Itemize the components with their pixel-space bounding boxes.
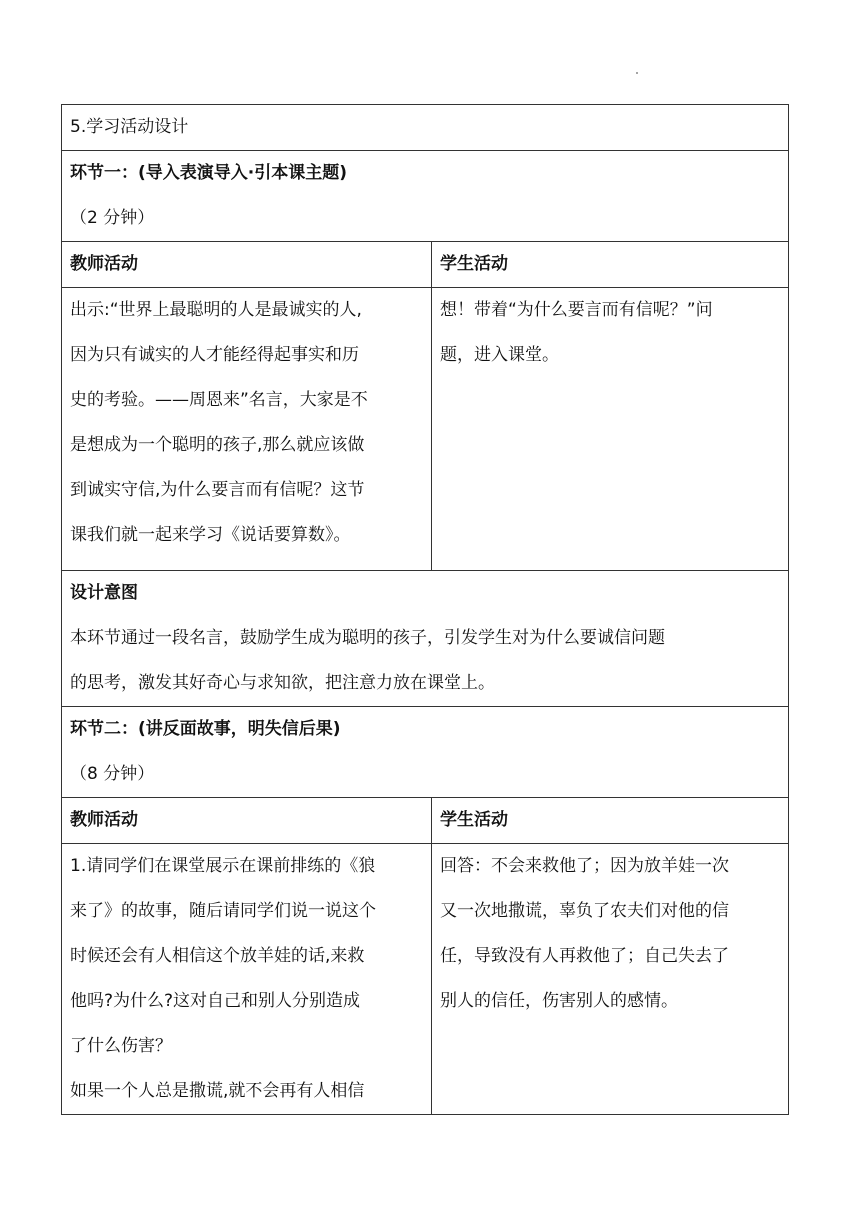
stray-dot <box>636 72 638 74</box>
text-line: 出示:“世界上最聪明的人是最诚实的人, <box>70 300 362 320</box>
text-line: 别人的信任，伤害别人的感情。 <box>440 991 678 1011</box>
text-line: 来了》的故事，随后请同学们说一说这个 <box>70 901 376 921</box>
section-title: 5.学习活动设计 <box>62 105 789 151</box>
stage1-duration: （2 分钟） <box>70 208 155 228</box>
text-line: 题，进入课堂。 <box>440 345 559 365</box>
text-line: 如果一个人总是撒谎,就不会再有人相信 <box>70 1081 365 1101</box>
text-line: 因为只有诚实的人才能经得起事实和历 <box>70 345 359 365</box>
stage1-title: 环节一：(导入表演导入·引本课主题) <box>70 163 347 183</box>
stage1-teacher-activity <box>62 288 432 571</box>
stage2-teacher-activity <box>62 844 432 1115</box>
design-intent <box>62 571 789 707</box>
stage2-teacher-header: 教师活动 <box>62 798 432 844</box>
text-line: 史的考验。——周恩来”名言，大家是不 <box>70 390 368 410</box>
text-line: 回答：不会来救他了；因为放羊娃一次 <box>440 856 729 876</box>
text-line: 是想成为一个聪明的孩子,那么就应该做 <box>70 435 365 455</box>
text-line: 了什么伤害？ <box>70 1036 172 1056</box>
text-line: 的思考，激发其好奇心与求知欲，把注意力放在课堂上。 <box>70 673 495 693</box>
stage1-teacher-header: 教师活动 <box>62 242 432 288</box>
text-line: 到诚实守信,为什么要言而有信呢？这节 <box>70 480 365 500</box>
stage2-student-activity <box>432 844 789 1115</box>
text-line: 课我们就一起来学习《说话要算数》。 <box>70 525 351 545</box>
text-line: 又一次地撒谎，辜负了农夫们对他的信 <box>440 901 729 921</box>
stage2-student-header: 学生活动 <box>432 798 789 844</box>
stage1-header <box>62 151 789 242</box>
text-line: 本环节通过一段名言，鼓励学生成为聪明的孩子，引发学生对为什么要诚信问题 <box>70 628 665 648</box>
stage2-duration: （8 分钟） <box>70 764 155 784</box>
stage1-student-header: 学生活动 <box>432 242 789 288</box>
stage2-header <box>62 707 789 798</box>
text-line: 1.请同学们在课堂展示在课前排练的《狼 <box>70 856 376 876</box>
design-intent-title: 设计意图 <box>70 583 138 603</box>
text-line: 时候还会有人相信这个放羊娃的话,来救 <box>70 946 365 966</box>
text-line: 想！带着“为什么要言而有信呢？”问 <box>440 300 713 320</box>
text-line: 他吗?为什么?这对自己和别人分别造成 <box>70 991 361 1011</box>
activity-design-table <box>61 104 789 1115</box>
text-line: 任，导致没有人再救他了；自己失去了 <box>440 946 729 966</box>
stage2-title: 环节二：(讲反面故事，明失信后果) <box>70 719 341 739</box>
stage1-student-activity <box>432 288 789 571</box>
